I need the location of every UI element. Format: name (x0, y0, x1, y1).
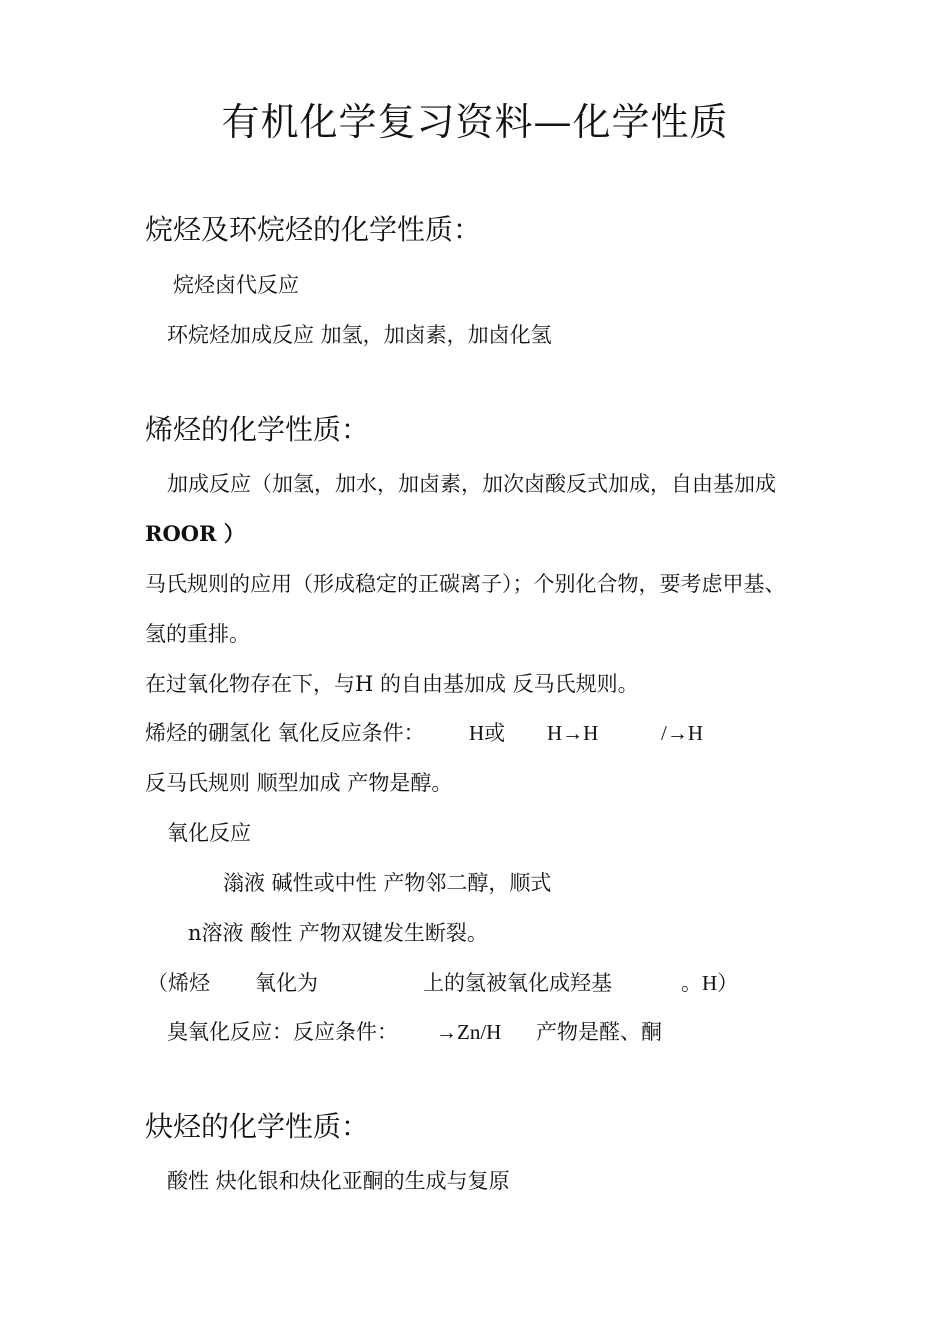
text-fragment: →Zn/H (436, 1020, 502, 1044)
text-line: 环烷烃加成反应 加氢，加卤素，加卤化氢 (167, 323, 552, 347)
document-title: 有机化学复习资料—化学性质 (221, 100, 729, 144)
text-line: 反马氏规则 顺型加成 产物是醇。 (145, 771, 453, 795)
text-line: 加成反应（加氢，加水，加卤素，加次卤酸反式加成，自由基加成 (167, 472, 776, 496)
text-line: 烯烃的硼氢化 氧化反应条件： (145, 721, 425, 745)
text-line: 马氏规则的应用（形成稳定的正碳离子）；个别化合物，要考虑甲基、 (145, 572, 786, 596)
text-fragment: 上的氢被氧化成羟基 (423, 971, 612, 995)
text-line: 酸性 炔化银和炔化亚酮的生成与复原 (167, 1169, 510, 1193)
text-line: n溶液 酸性 产物双键发生断裂。 (188, 921, 488, 945)
text-fragment: 产物是醛、酮 (536, 1020, 662, 1044)
text-fragment: （烯烃 (147, 971, 210, 995)
text-fragment: H→H (547, 721, 599, 745)
text-line: 滃液 碱性或中性 产物邻二醇，顺式 (223, 871, 552, 895)
text-fragment: 臭氧化反应：反应条件： (167, 1020, 398, 1044)
text-fragment: 氧化为 (255, 971, 318, 995)
text-fragment: 。H） (681, 971, 739, 995)
text-fragment: H或 (469, 721, 506, 745)
text-line: 氧化反应 (167, 821, 251, 845)
text-line: 烷烃卤代反应 (173, 273, 299, 297)
section-heading-alkanes: 烷烃及环烷烃的化学性质： (145, 213, 482, 246)
text-line: 氢的重排。 (145, 622, 250, 646)
section-heading-alkynes: 炔烃的化学性质： (145, 1110, 370, 1143)
section-heading-alkenes: 烯烃的化学性质： (145, 413, 370, 446)
text-line: ROOR ） (145, 521, 245, 546)
text-line: 在过氧化物存在下，与H 的自由基加成 反马氏规则。 (145, 672, 639, 696)
text-fragment: /→H (661, 721, 703, 745)
